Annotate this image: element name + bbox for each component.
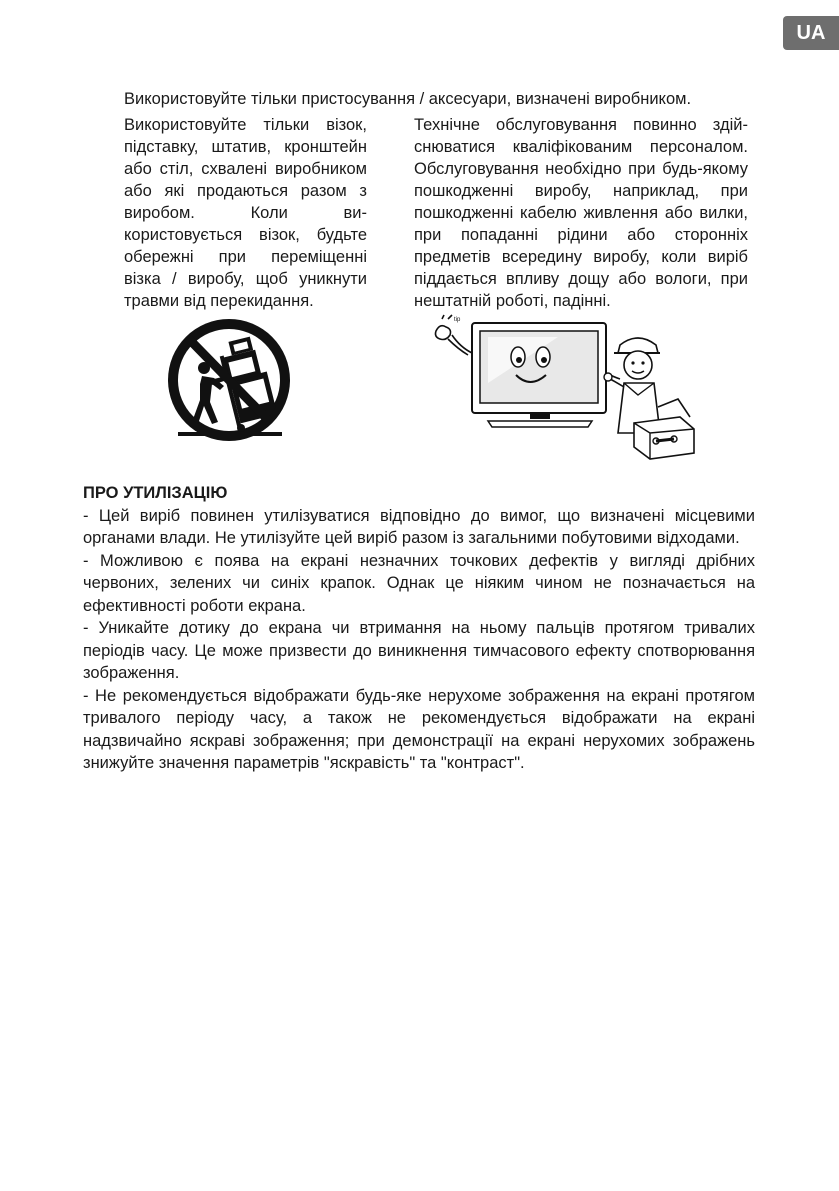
disposal-title: ПРО УТИЛІЗАЦІЮ — [83, 484, 228, 502]
svg-text:tip: tip — [454, 317, 461, 323]
tv-service-technician-illustration — [428, 313, 700, 463]
disposal-item: - Не рекомендується відображати будь-яке нерухоме зображення на екрані протягом тривалого періоду часу, а також не рекомендується відображати на екрані надзвичайно яскраві зображення; при демонстрації на екрані нерухомих зображень знижуйте значення параметрів "яскравість" та "контраст". — [83, 686, 755, 772]
service-column — [414, 114, 748, 312]
disposal-item: - Уникайте дотику до екрана чи втримання на ньому пальців протягом тривалих періодів часу. Це може призвести до виникнення тимчасового ефекту спотворювання зображення. — [83, 619, 755, 682]
disposal-item: - Можливою є поява на екрані незначних точкових дефектів у вигляді дрібних червоних, зелених чи синіх крапок. Однак це ніяким чином не позначається на ефективності роботи екрана. — [83, 551, 755, 615]
disposal-section — [83, 482, 755, 775]
service-text: Технічне обслуговування повинно здійснюватися кваліфікованим персоналом. Обслуговування необхідно при будь-якому пошкодженні виробу, наприклад, при пошкодженні кабелю живлення або вилки, при попаданні рідини або сторонніх предметів всередину виробу, коли виріб піддається впливу дощу або вологи, при нештатній роботі, падінні. — [414, 116, 748, 310]
cart-warning-text: Використовуйте тільки візок, підставку, штатив, кронштейн або стіл, схвалені виробником або які продаються разом з виробом. Коли використовується візок, будьте обережні при переміщенні візка / виробу, щоб уникнути травми від перекидання. — [124, 116, 367, 310]
language-badge: UA — [783, 16, 839, 50]
cart-tip-over-warning-icon — [164, 318, 294, 448]
cart-warning-column — [124, 114, 367, 312]
disposal-item: - Цей виріб повинен утилізуватися відповідно до вимог, що визначені місцевими органами влади. Не утилізуйте цей виріб разом із загальними побутовими відходами. — [83, 506, 755, 547]
intro-line: Використовуйте тільки пристосування / аксесуари, визначені виробником. — [124, 90, 692, 108]
